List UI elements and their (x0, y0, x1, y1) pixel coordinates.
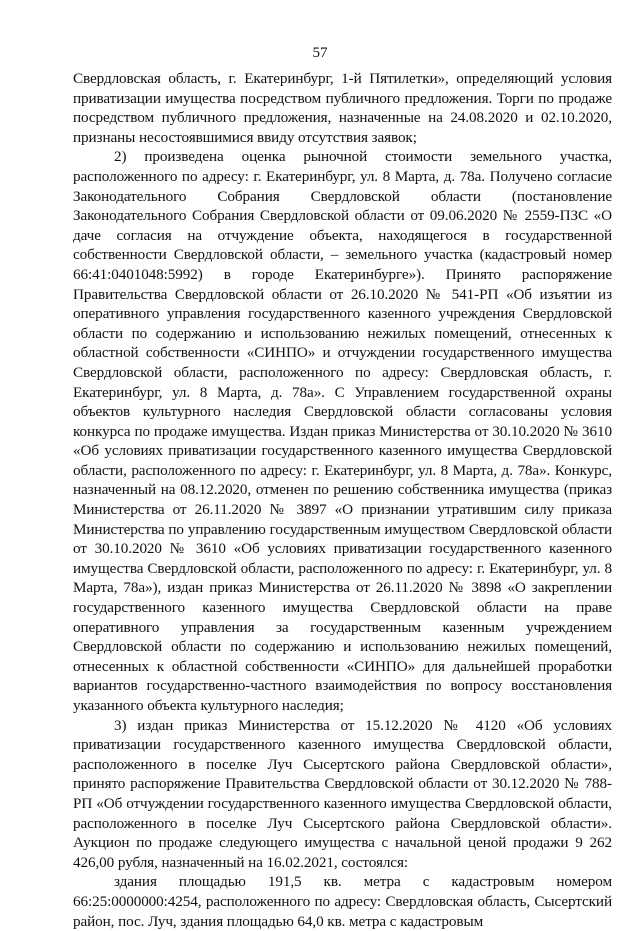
paragraph-item-2: 2) произведена оценка рыночной стоимости земельного участка, расположенного по адресу: г. Екатеринбург, ул. 8 Марта, д. 78а. Получено согласие Законодательного Собрания Свердловской области (постановление Законодательного Собрания Свердловской области от 09.06.2020 № 2559-ПЗС «О даче согласия на отчуждение объекта, находящегося в государственной собственности Свердловской области, – земельного участка (кадастровый номер 66:41:0401048:5992) в городе Екатеринбурге»). Принято распоряжение Правительства Свердловской области от 26.10.2020 № 541-РП «Об изъятии из оперативного управления государственного казенного учреждения Свердловской области по содержанию и использованию нежилых помещений, отнесенных к областной собственности «СИНПО» и отчуждении государственного имущества Свердловской области, расположенного по адресу: Свердловская область, г. Екатеринбург, ул. 8 Марта, д. 78а». С Управлением государственной охраны объектов культурного наследия Свердловской области согласованы условия конкурса по продаже имущества. Издан приказ Министерства от 30.10.2020 № 3610 «Об условиях приватизации государственного казенного имущества Свердловской области, расположенного по адресу: г. Екатеринбург, ул. 8 Марта, д. 78а». Конкурс, назначенный на 08.12.2020, отменен по решению собственника имущества (приказ Министерства от 26.11.2020 № 3897 «О признании утратившим силу приказа Министерства по управлению государственным имуществом Свердловской области от 30.10.2020 № 3610 «Об условиях приватизации государственного казенного имущества Свердловской области, расположенного по адресу: г. Екатеринбург, ул. 8 Марта, 78а»), издан приказ Министерства от 26.11.2020 № 3898 «О закреплении государственного казенного имущества Свердловской области на праве оперативного управления за государственным казенным учреждением Свердловской области по содержанию и использованию нежилых помещений, отнесенных к областной собственности «СИНПО» для дальнейшей проработки вариантов государственно-частного взаимодействия по вопросу восстановления указанного объекта культурного наследия; (73, 148, 612, 714)
paragraph-continuation: Свердловская область, г. Екатеринбург, 1-й Пятилетки», определяющий условия приватизации имущества посредством публичного предложения. Торги по продаже посредством публичного предложения, назначенные на 24.08.2020 и 02.10.2020, признаны несостоявшимися ввиду отсутствия заявок; (73, 70, 612, 146)
paragraph-item-3: 3) издан приказ Министерства от 15.12.2020 № 4120 «Об условиях приватизации государственного казенного имущества Свердловской области, расположенного в поселке Луч Сысертского района Свердловской области», принято распоряжение Правительства Свердловской области от 30.12.2020 № 788-РП «Об отчуждении государственного казенного имущества Свердловской области, расположенного в поселке Луч Сысертского района Свердловской области». Аукцион по продаже следующего имущества с начальной ценой продажи 9 262 426,00 рубля, назначенный на 16.02.2021, состоялся: (73, 716, 612, 871)
page-number: 57 (312, 45, 328, 61)
paragraph-buildings: здания площадью 191,5 кв. метра с кадастровым номером 66:25:0000000:4254, расположенного по адресу: Свердловская область, Сысертский район, пос. Луч, здания площадью 64,0 кв. метра с кадастровым (73, 873, 612, 930)
document-body (73, 69, 612, 931)
